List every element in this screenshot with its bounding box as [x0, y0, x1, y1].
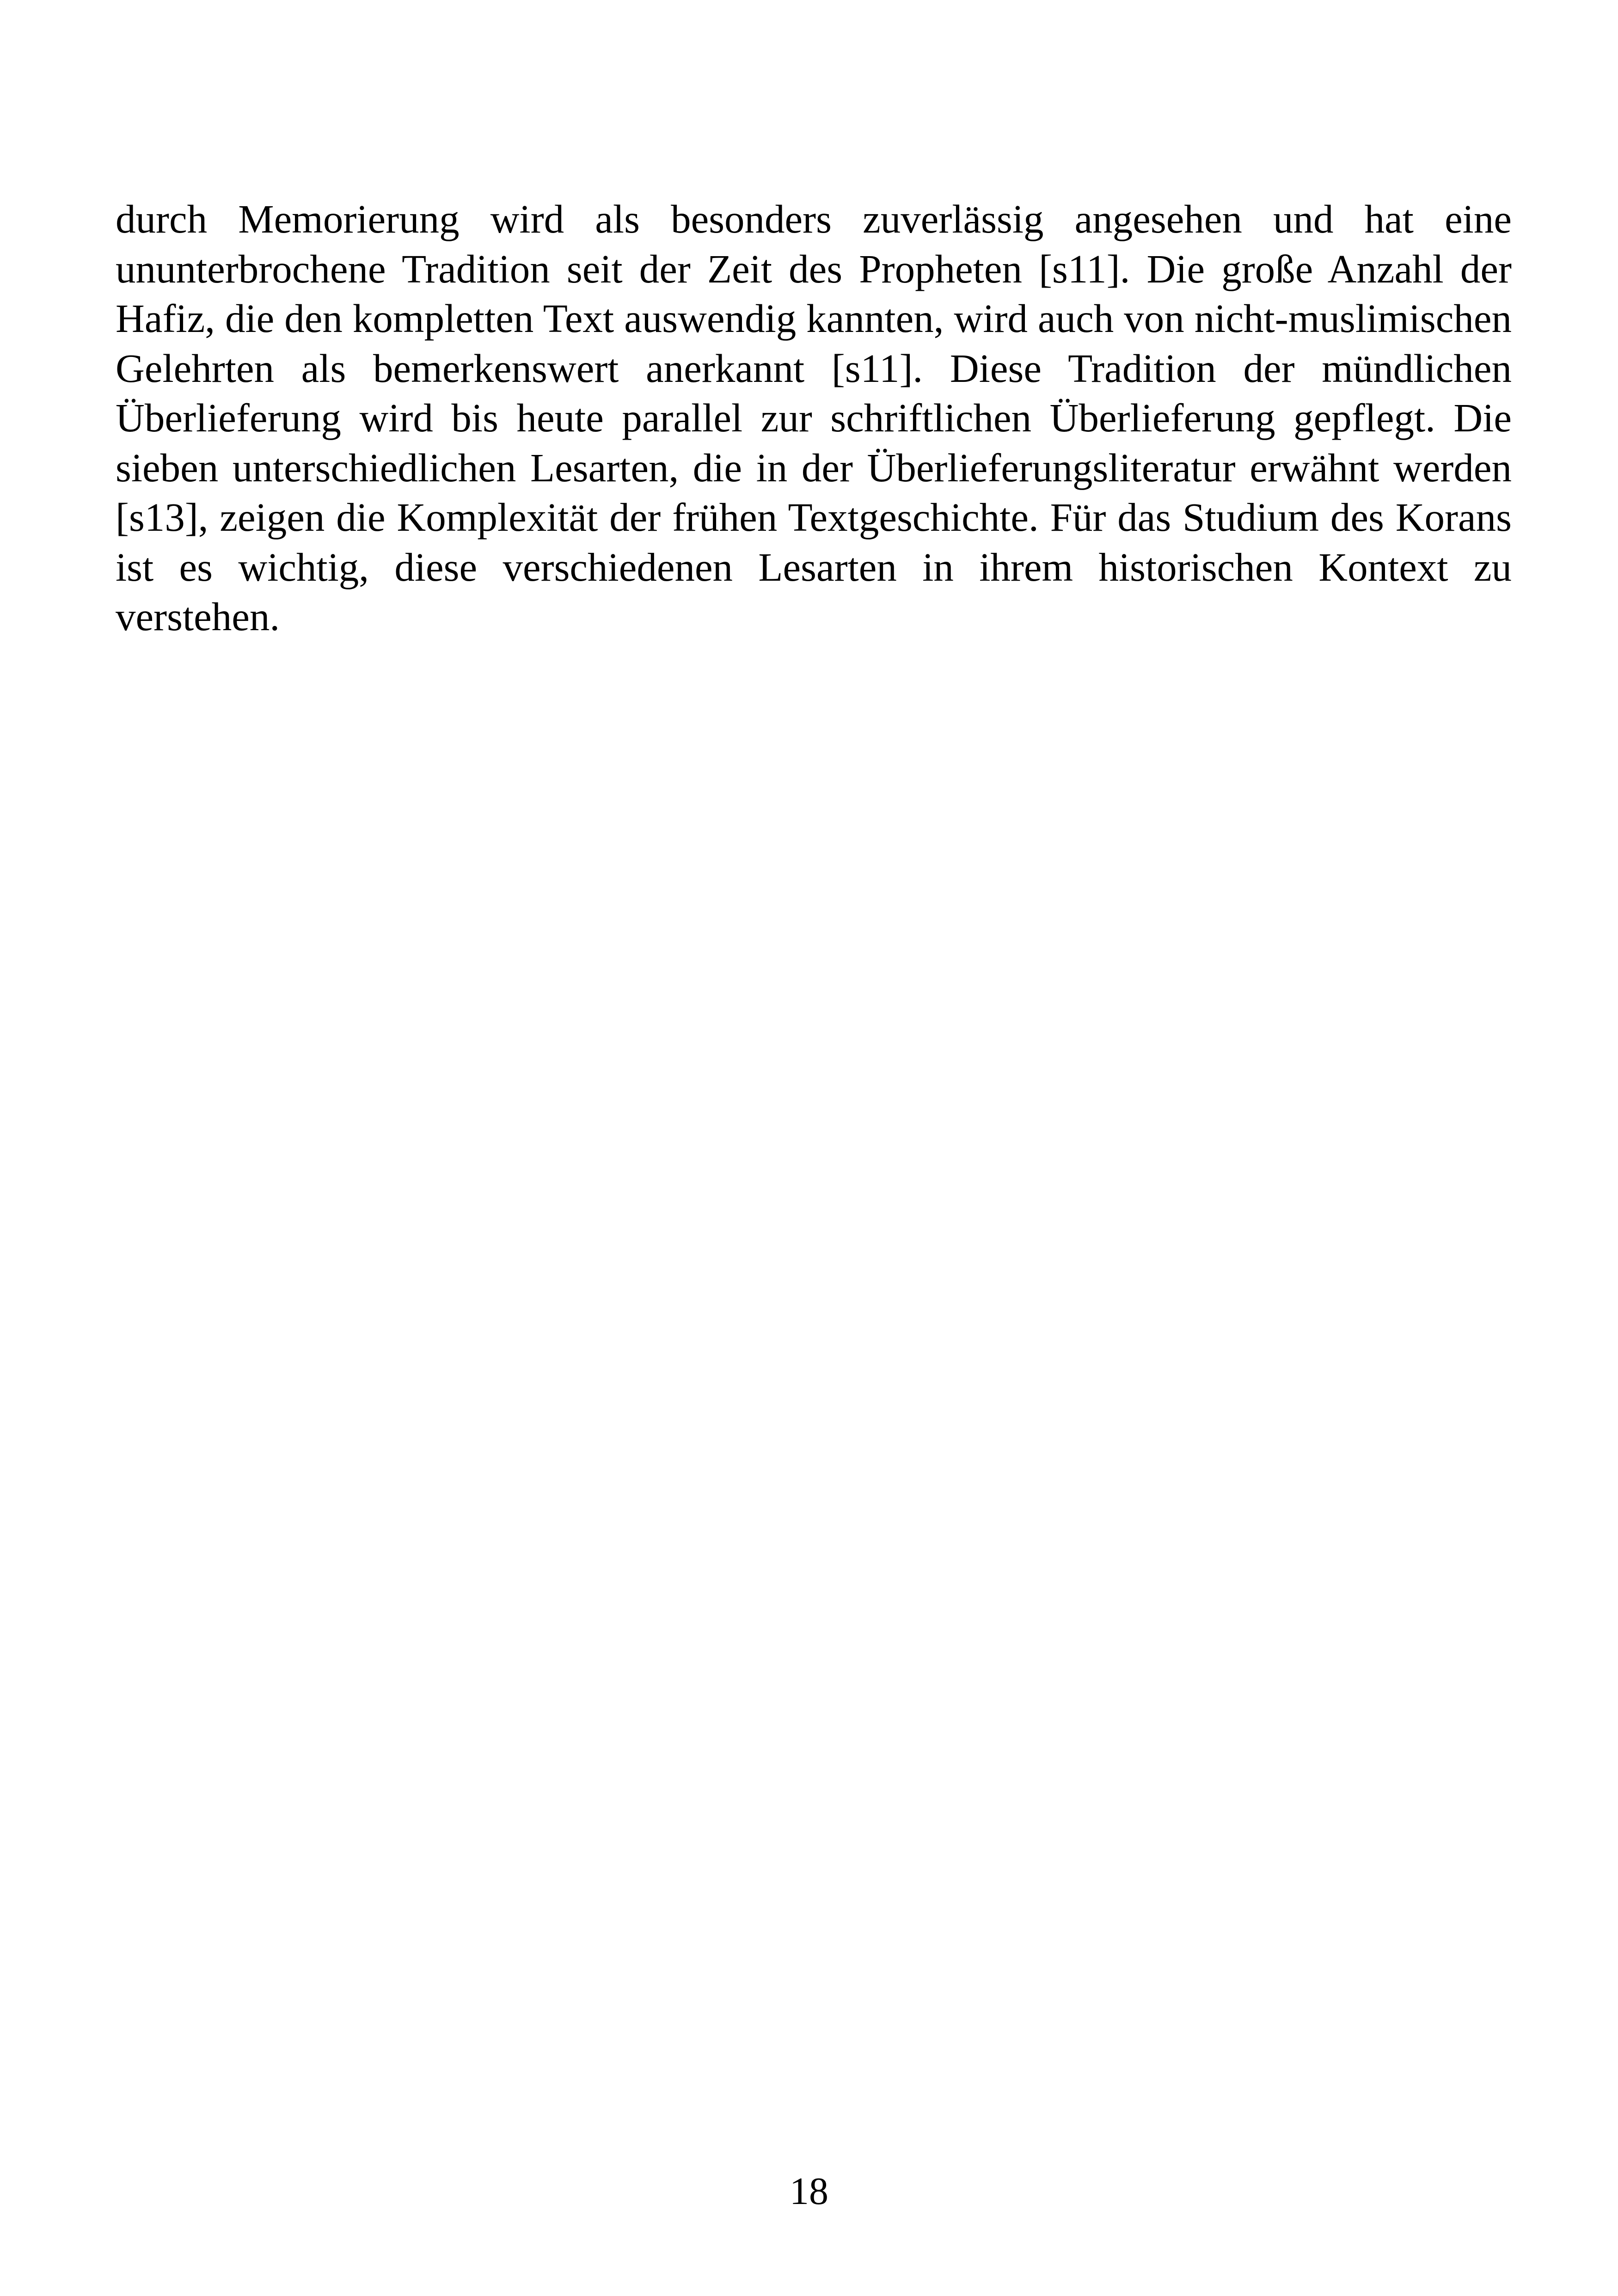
body-paragraph: durch Memorierung wird als besonders zuverlässig angesehen und hat eine ununterbrochene Tradition seit der Zeit des Propheten [s11]. Die große Anzahl der Hafiz, die den kompletten Text auswendig kannten, wird auch von nicht-muslimischen Gelehrten als bemerkenswert anerkannt [s11]. Diese Tradition der mündlichen Überlieferung wird bis heute parallel zur schriftlichen Überlieferung gepflegt. Die sieben unterschiedlichen Lesarten, die in der Überlieferungsliteratur erwähnt werden [s13], zeigen die Komplexität der frühen Textgeschichte. Für das Studium des Korans ist es wichtig, diese verschiedenen Lesarten in ihrem historischen Kontext zu verstehen.: [116, 196, 1512, 639]
page-number: 18: [790, 2170, 828, 2213]
